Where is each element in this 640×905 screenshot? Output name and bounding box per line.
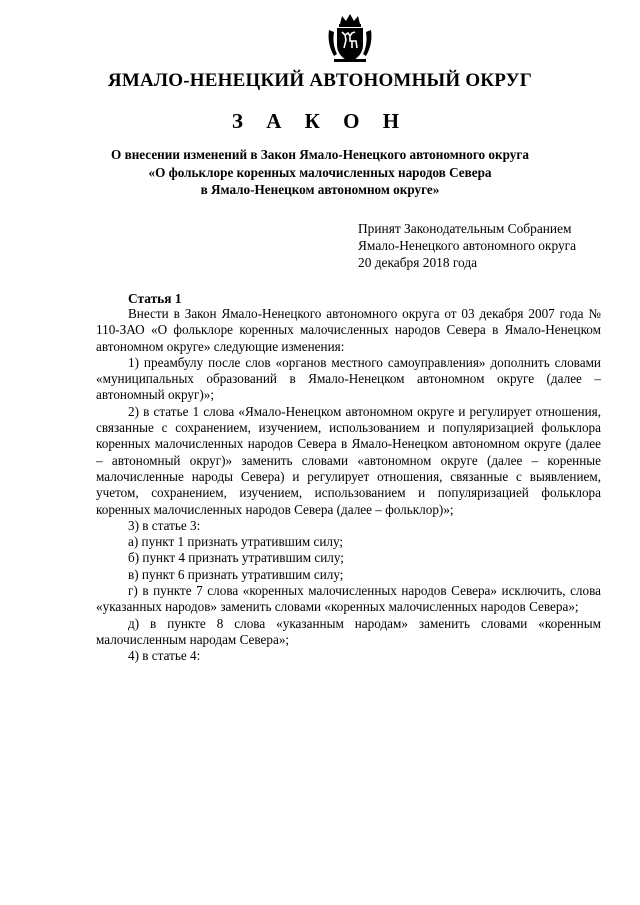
- paragraph: д) в пункте 8 слова «указанным народам» заменить словами «коренным малочисленным народам Севера»;: [96, 615, 601, 647]
- adoption-date: 20 декабря 2018 года: [358, 255, 478, 270]
- subject-line: О внесении изменений в Закон Ямало-Ненецкого автономного округа: [111, 147, 529, 162]
- subject-line: в Ямало-Ненецком автономном округе»: [200, 182, 440, 197]
- adoption-line: Принят Законодательным Собранием: [358, 221, 572, 236]
- region-title: ЯМАЛО-НЕНЕЦКИЙ АВТОНОМНЫЙ ОКРУГ: [107, 70, 533, 91]
- law-subject: [60, 146, 580, 199]
- paragraph: Внести в Закон Ямало-Ненецкого автономного округа от 03 декабря 2007 года № 110-ЗАО «О фольклоре коренных малочисленных народов Севера в Ямало-Ненецком автономном округе» следующие изменения:: [96, 306, 601, 354]
- adoption-line: Ямало-Ненецкого автономного округа: [358, 238, 577, 253]
- paragraph: 4) в статье 4:: [128, 648, 201, 664]
- paragraph: в) пункт 6 признать утратившим силу;: [128, 566, 344, 582]
- document-type: З А К О Н: [231, 109, 409, 133]
- paragraph: 3) в статье 3:: [128, 517, 201, 533]
- subject-line: «О фольклоре коренных малочисленных народов Севера: [148, 164, 492, 180]
- paragraph: г) в пункте 7 слова «коренных малочисленных народов Севера» исключить, слова «указанных народов» заменить словами «коренных малочисленных народов Севера»;: [96, 583, 601, 615]
- paragraph: 1) преамбулу после слов «органов местного самоуправления» дополнить словами «муниципальных образований в Ямало-Ненецком автономном округе (далее – автономный округ)»;: [96, 354, 601, 403]
- paragraph: а) пункт 1 признать утратившим силу;: [128, 534, 344, 550]
- paragraph: 2) в статье 1 слова «Ямало-Ненецком автономном округе и регулирует отношения, связанные с сохранением, изучением, использованием и популяризацией фольклора коренных малочисленных народов Севера в Ямало-Ненецком автономном округе (далее – автономный округ)» заменить словами «автономном округе (далее – коренные малочисленные народы Севера) и регулирует отношения, связанные с выявлением, учетом, сохранением, изучением, использованием и популяризацией фольклора коренных малочисленных народов Севера (далее – фольклор)»;: [96, 403, 601, 517]
- article-body: [96, 306, 601, 665]
- article-title: Статья 1: [128, 291, 182, 306]
- adoption-block: [358, 220, 628, 271]
- paragraph: б) пункт 4 признать утратившим силу;: [128, 550, 344, 566]
- coat-of-arms-icon: [326, 14, 374, 64]
